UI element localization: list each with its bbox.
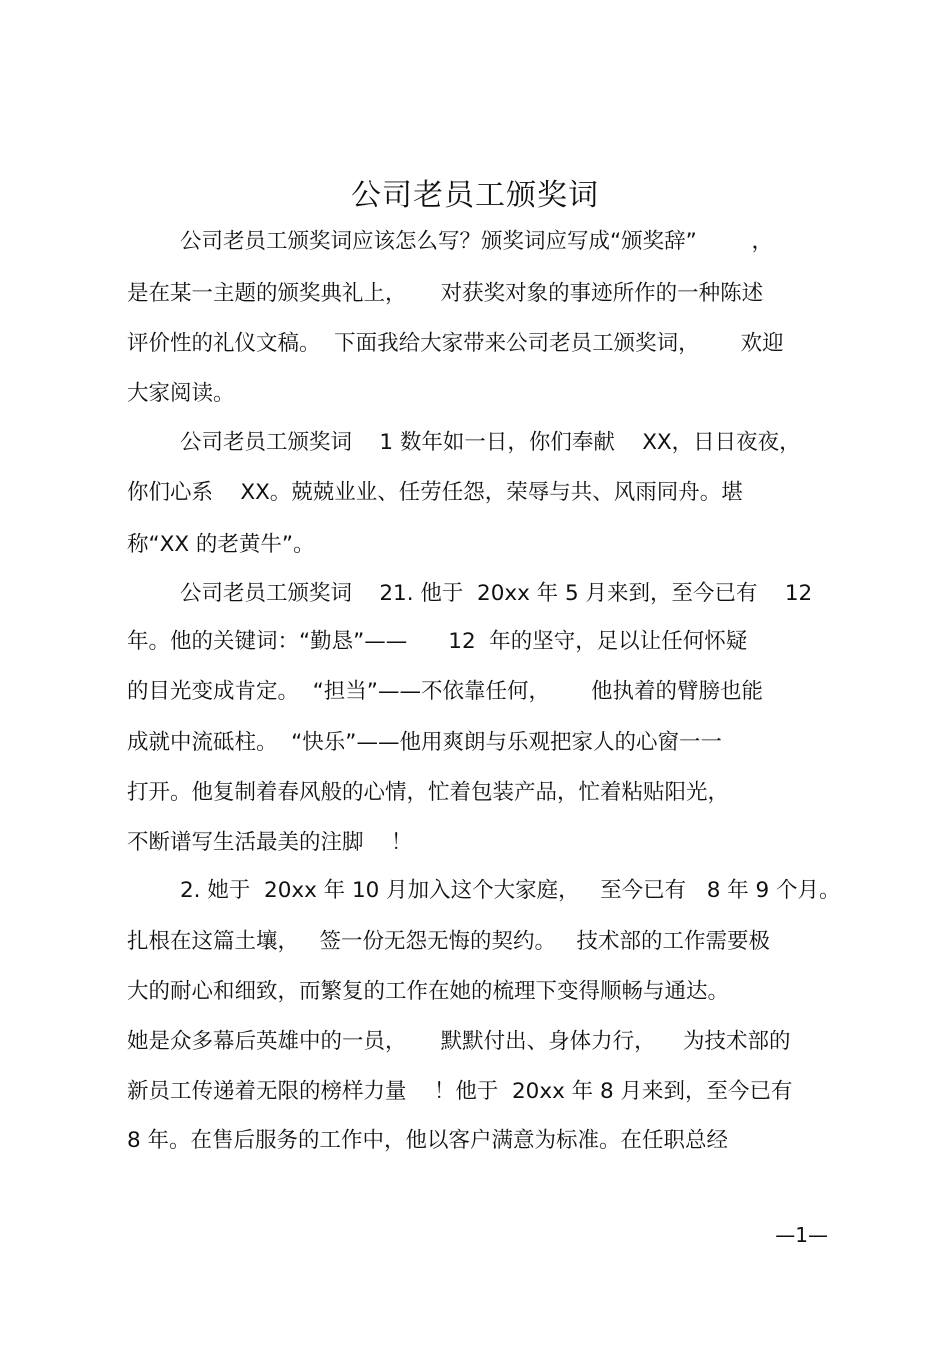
text-line: 是在某一主题的颁奖典礼上， 对获奖对象的事迹所作的一种陈述 [127, 281, 764, 306]
text-line: 大家阅读。 [127, 381, 235, 406]
text-line: 公司老员工颁奖词应该怎么写？颁奖词应写成“颁奖辞” ， [180, 229, 773, 254]
text-line: 不断谱写生活最美的注脚 ！ [127, 830, 413, 855]
text-line: 新员工传递着无限的榜样力量 ！他于 20xx 年 8 月来到，至今已有 [127, 1079, 793, 1104]
text-line: 打开。他复制着春风般的心情，忙着包装产品，忙着粘贴阳光， [127, 780, 730, 805]
text-line: 扎根在这篇土壤， 签一份无怨无悔的契约。 技术部的工作需要极 [127, 929, 771, 954]
page-number: —1— [775, 1223, 828, 1247]
text-line: 的目光变成肯定。 “担当”——不依靠任何， 他执着的臂膀也能 [127, 679, 763, 704]
text-line: 2. 她于 20xx 年 10 月加入这个大家庭， 至今已有 8 年 9 个月。 [180, 878, 841, 903]
text-line: 评价性的礼仪文稿。 下面我给大家带来公司老员工颁奖词， 欢迎 [127, 331, 784, 356]
text-line: 8 年。在售后服务的工作中，他以客户满意为标准。在任职总经 [127, 1128, 729, 1153]
document-title: 公司老员工颁奖词 [351, 178, 599, 213]
text-line: 成就中流砥柱。 “快乐”——他用爽朗与乐观把家人的心窗一一 [127, 730, 722, 755]
text-line: 公司老员工颁奖词 1 数年如一日，你们奉献 XX，日日夜夜， [180, 430, 801, 455]
text-line: 称“XX 的老黄牛”。 [127, 532, 315, 557]
text-line: 你们心系 XX。兢兢业业、任劳任怨，荣辱与共、风雨同舟。堪 [127, 480, 743, 505]
text-line: 大的耐心和细致，而繁复的工作在她的梳理下变得顺畅与通达。 [127, 979, 730, 1004]
text-line: 她是众多幕后英雄中的一员， 默默付出、身体力行， 为技术部的 [127, 1029, 791, 1054]
text-line: 公司老员工颁奖词 21. 他于 20xx 年 5 月来到，至今已有 12 [180, 581, 813, 606]
text-line: 年。他的关键词：“勤恳”—— 12 年的坚守，足以让任何怀疑 [127, 629, 748, 654]
